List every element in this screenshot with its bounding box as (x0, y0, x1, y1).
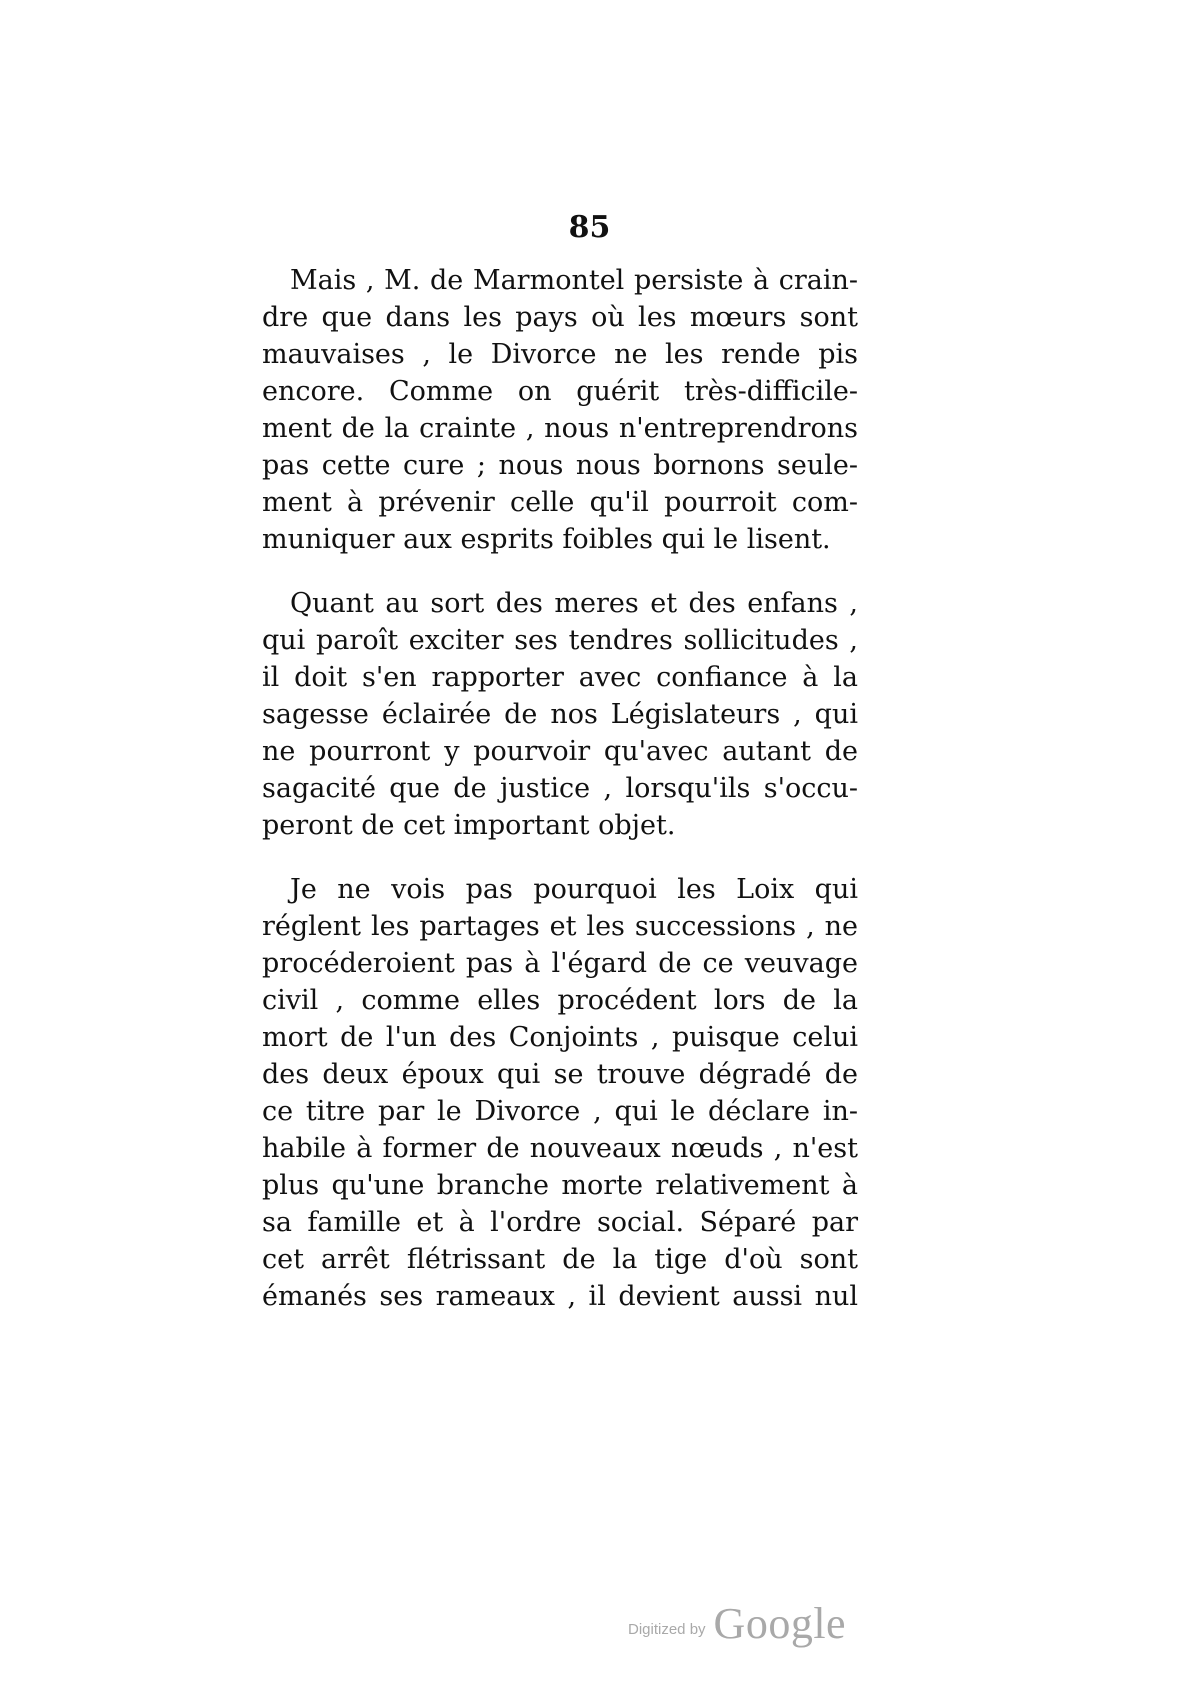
text-line: mort de l'un des Conjoints , puisque celui (262, 1022, 858, 1053)
watermark-prefix: Digitized by (628, 1621, 706, 1638)
text-line: procéderoient pas à l'égard de ce veuvage (262, 948, 858, 979)
text-line: ne pourront y pourvoir qu'avec autant de (262, 736, 858, 767)
text-line: dre que dans les pays où les mœurs sont (262, 302, 858, 333)
google-logo: Google (713, 1599, 847, 1648)
text-line: Mais , M. de Marmontel persiste à crain- (290, 265, 858, 296)
text-line: muniquer aux esprits foibles qui le lisent. (262, 524, 831, 555)
text-line: encore. Comme on guérit très-difficile- (262, 376, 858, 407)
paragraph-3 (262, 871, 858, 1315)
text-line: sagesse éclairée de nos Législateurs , qui (262, 699, 858, 730)
text-line: plus qu'une branche morte relativement à (262, 1170, 858, 1201)
text-line: sa famille et à l'ordre social. Séparé par (262, 1207, 858, 1238)
text-line: mauvaises , le Divorce ne les rende pis (262, 339, 858, 370)
text-line: il doit s'en rapporter avec confiance à la (262, 662, 858, 693)
text-line: habile à former de nouveaux nœuds , n'est (262, 1133, 858, 1164)
body-text (262, 262, 858, 1315)
text-line: civil , comme elles procédent lors de la (262, 985, 858, 1016)
paragraph-gap (262, 558, 858, 585)
paragraph-1 (262, 262, 858, 558)
text-line: ment de la crainte , nous n'entreprendrons (262, 413, 858, 444)
text-line: cet arrêt flétrissant de la tige d'où sont (262, 1244, 858, 1275)
text-line: réglent les partages et les successions , ne (262, 911, 858, 942)
text-line: ment à prévenir celle qu'il pourroit com- (262, 487, 858, 518)
digitized-watermark (628, 1598, 846, 1648)
text-line: peront de cet important objet. (262, 810, 676, 841)
page-number: 85 (568, 210, 611, 245)
text-line: émanés ses rameaux , il devient aussi nul (262, 1281, 858, 1312)
text-line: ce titre par le Divorce , qui le déclare in- (262, 1096, 858, 1127)
text-line: pas cette cure ; nous nous bornons seule- (262, 450, 858, 481)
text-line: sagacité que de justice , lorsqu'ils s'occu- (262, 773, 858, 804)
paragraph-gap (262, 844, 858, 871)
paragraph-2 (262, 585, 858, 844)
text-line: des deux époux qui se trouve dégradé de (262, 1059, 858, 1090)
text-line: Je ne vois pas pourquoi les Loix qui (290, 874, 858, 905)
text-line: qui paroît exciter ses tendres sollicitudes , (262, 625, 858, 656)
text-line: Quant au sort des meres et des enfans , (290, 588, 858, 619)
